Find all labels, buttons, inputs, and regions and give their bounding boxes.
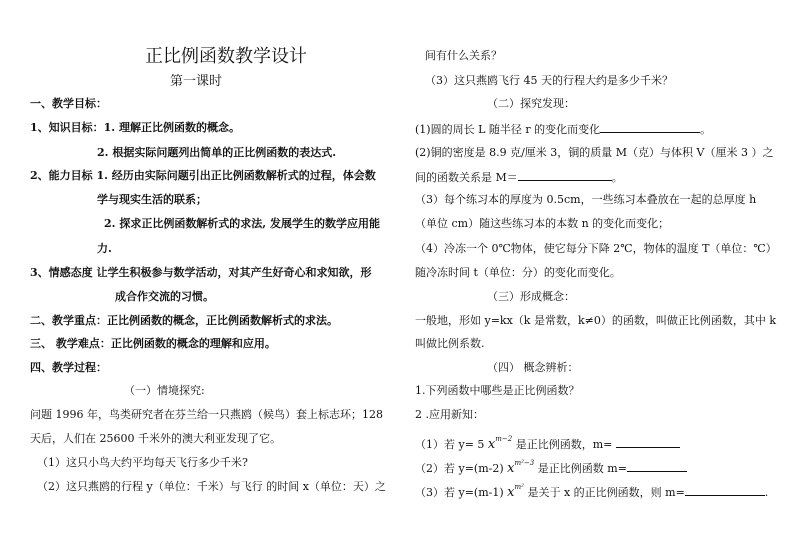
subsection-heading: （三）形成概念： <box>487 290 575 303</box>
answer-blank[interactable] <box>600 121 700 133</box>
text-fragment: 间的函数关系是 M＝ <box>415 171 518 184</box>
text-fragment: 。 <box>611 171 623 184</box>
subsection-heading: （二）探究发现： <box>487 97 575 110</box>
text-line: 力. <box>97 242 112 255</box>
math-variable: x <box>507 485 515 500</box>
text-line: 2 .应用新知： <box>415 408 484 421</box>
text-fragment: (1)圆的周长 L 随半径 r 的变化而变化 <box>415 123 601 136</box>
text-line: 3、情感态度 让学生积极参与数学活动，对其产生好奇心和求知欲，形 <box>30 266 372 279</box>
text-line: 1、知识目标：1. 理解正比例函数的概念。 <box>30 121 240 134</box>
math-exponent: m² <box>514 483 524 491</box>
math-variable: x <box>487 437 496 452</box>
text-line: 一般地，形如 y=kx（k 是常数，k≠0）的函数，叫做正比例函数，其中 k <box>415 314 776 327</box>
text-line: （3）这只燕鸥飞行 45 天的行程大约是多少千米？ <box>425 74 673 87</box>
text-line: (2)铜的密度是 8.9 克/厘米 3，铜的质量 M（克）与体积 V（厘米 3 ）之 <box>415 146 774 159</box>
subsection-heading: （一）情境探究: <box>124 384 205 397</box>
text-line: （4）冷冻一个 0℃物体，使它每分下降 2℃，物体的温度 T（单位：℃） <box>415 242 777 255</box>
doc-subtitle: 第一课时 <box>170 74 223 89</box>
math-variable: x <box>507 461 515 476</box>
text-fragment: 是正比例函数，m= <box>515 438 613 451</box>
text-line: 1.下列函数中哪些是正比例函数？ <box>415 384 580 397</box>
exercise-line <box>415 480 768 500</box>
text-line: 成合作交流的习惯。 <box>115 290 214 303</box>
text-fragment: （1）若 y= 5 <box>415 438 485 451</box>
text-line: 二、教学重点：正比例函数的概念，正比例函数解析式的求法。 <box>30 314 338 327</box>
text-line <box>415 169 623 185</box>
text-line: 学与现实生活的联系； <box>97 193 207 206</box>
doc-title: 正比例函数教学设计 <box>145 46 307 67</box>
exercise-line <box>415 456 687 476</box>
text-line: 2. 根据实际问题列出简单的正比例函数的表达式. <box>97 146 337 159</box>
section-heading: 四、教学过程： <box>30 361 107 374</box>
text-line: 天后，人们在 25600 千米外的澳大利亚发现了它。 <box>30 432 281 445</box>
text-line: （单位 cm）随这些练习本的本数 n 的变化而变化； <box>415 217 670 230</box>
text-fragment: （2）若 y=(m-2) <box>415 462 504 475</box>
text-line: （3）每个练习本的厚度为 0.5cm，一些练习本叠放在一起的总厚度 h <box>415 193 757 206</box>
text-fragment: 是正比例函数 m= <box>537 462 627 475</box>
math-exponent: m²−3 <box>514 459 535 467</box>
answer-blank[interactable] <box>518 169 612 181</box>
text-line: （2）这只燕鸥的行程 y（单位：千米）与飞行 的时间 x（单位：天）之 <box>37 480 386 493</box>
text-line: 随冷冻时间 t（单位：分）的变化而变化。 <box>415 266 621 279</box>
answer-blank[interactable] <box>616 436 680 448</box>
exercise-line <box>415 432 680 452</box>
text-line: 2. 探求正比例函数解析式的求法, 发展学生的数学应用能 <box>104 217 380 230</box>
text-fragment: （3）若 y=(m-1) <box>415 486 504 499</box>
answer-blank[interactable] <box>685 484 765 496</box>
text-line: 三、 教学难点：正比例函数的概念的理解和应用。 <box>30 337 276 350</box>
answer-blank[interactable] <box>627 460 687 472</box>
math-exponent: m−2 <box>495 435 513 443</box>
text-line: 2、能力目标 1. 经历由实际问题引出正比例函数解析式的过程，体会数 <box>30 169 376 182</box>
text-fragment: . <box>764 486 769 499</box>
text-line <box>415 121 711 137</box>
text-fragment: 是关于 x 的正比例函数，则 m= <box>527 486 685 499</box>
text-fragment: 。 <box>700 123 712 136</box>
text-line: 问题 1996 年，鸟类研究者在芬兰给一只燕鸥（候鸟）套上标志环；128 <box>30 408 383 421</box>
text-line: （1）这只小鸟大约平均每天飞行多少千米? <box>37 456 248 469</box>
text-line: 间有什么关系？ <box>425 49 502 62</box>
text-line: 叫做比例系数. <box>415 337 485 350</box>
subsection-heading: （四） 概念辨析： <box>487 361 579 374</box>
section-heading: 一、教学目标： <box>30 97 107 110</box>
